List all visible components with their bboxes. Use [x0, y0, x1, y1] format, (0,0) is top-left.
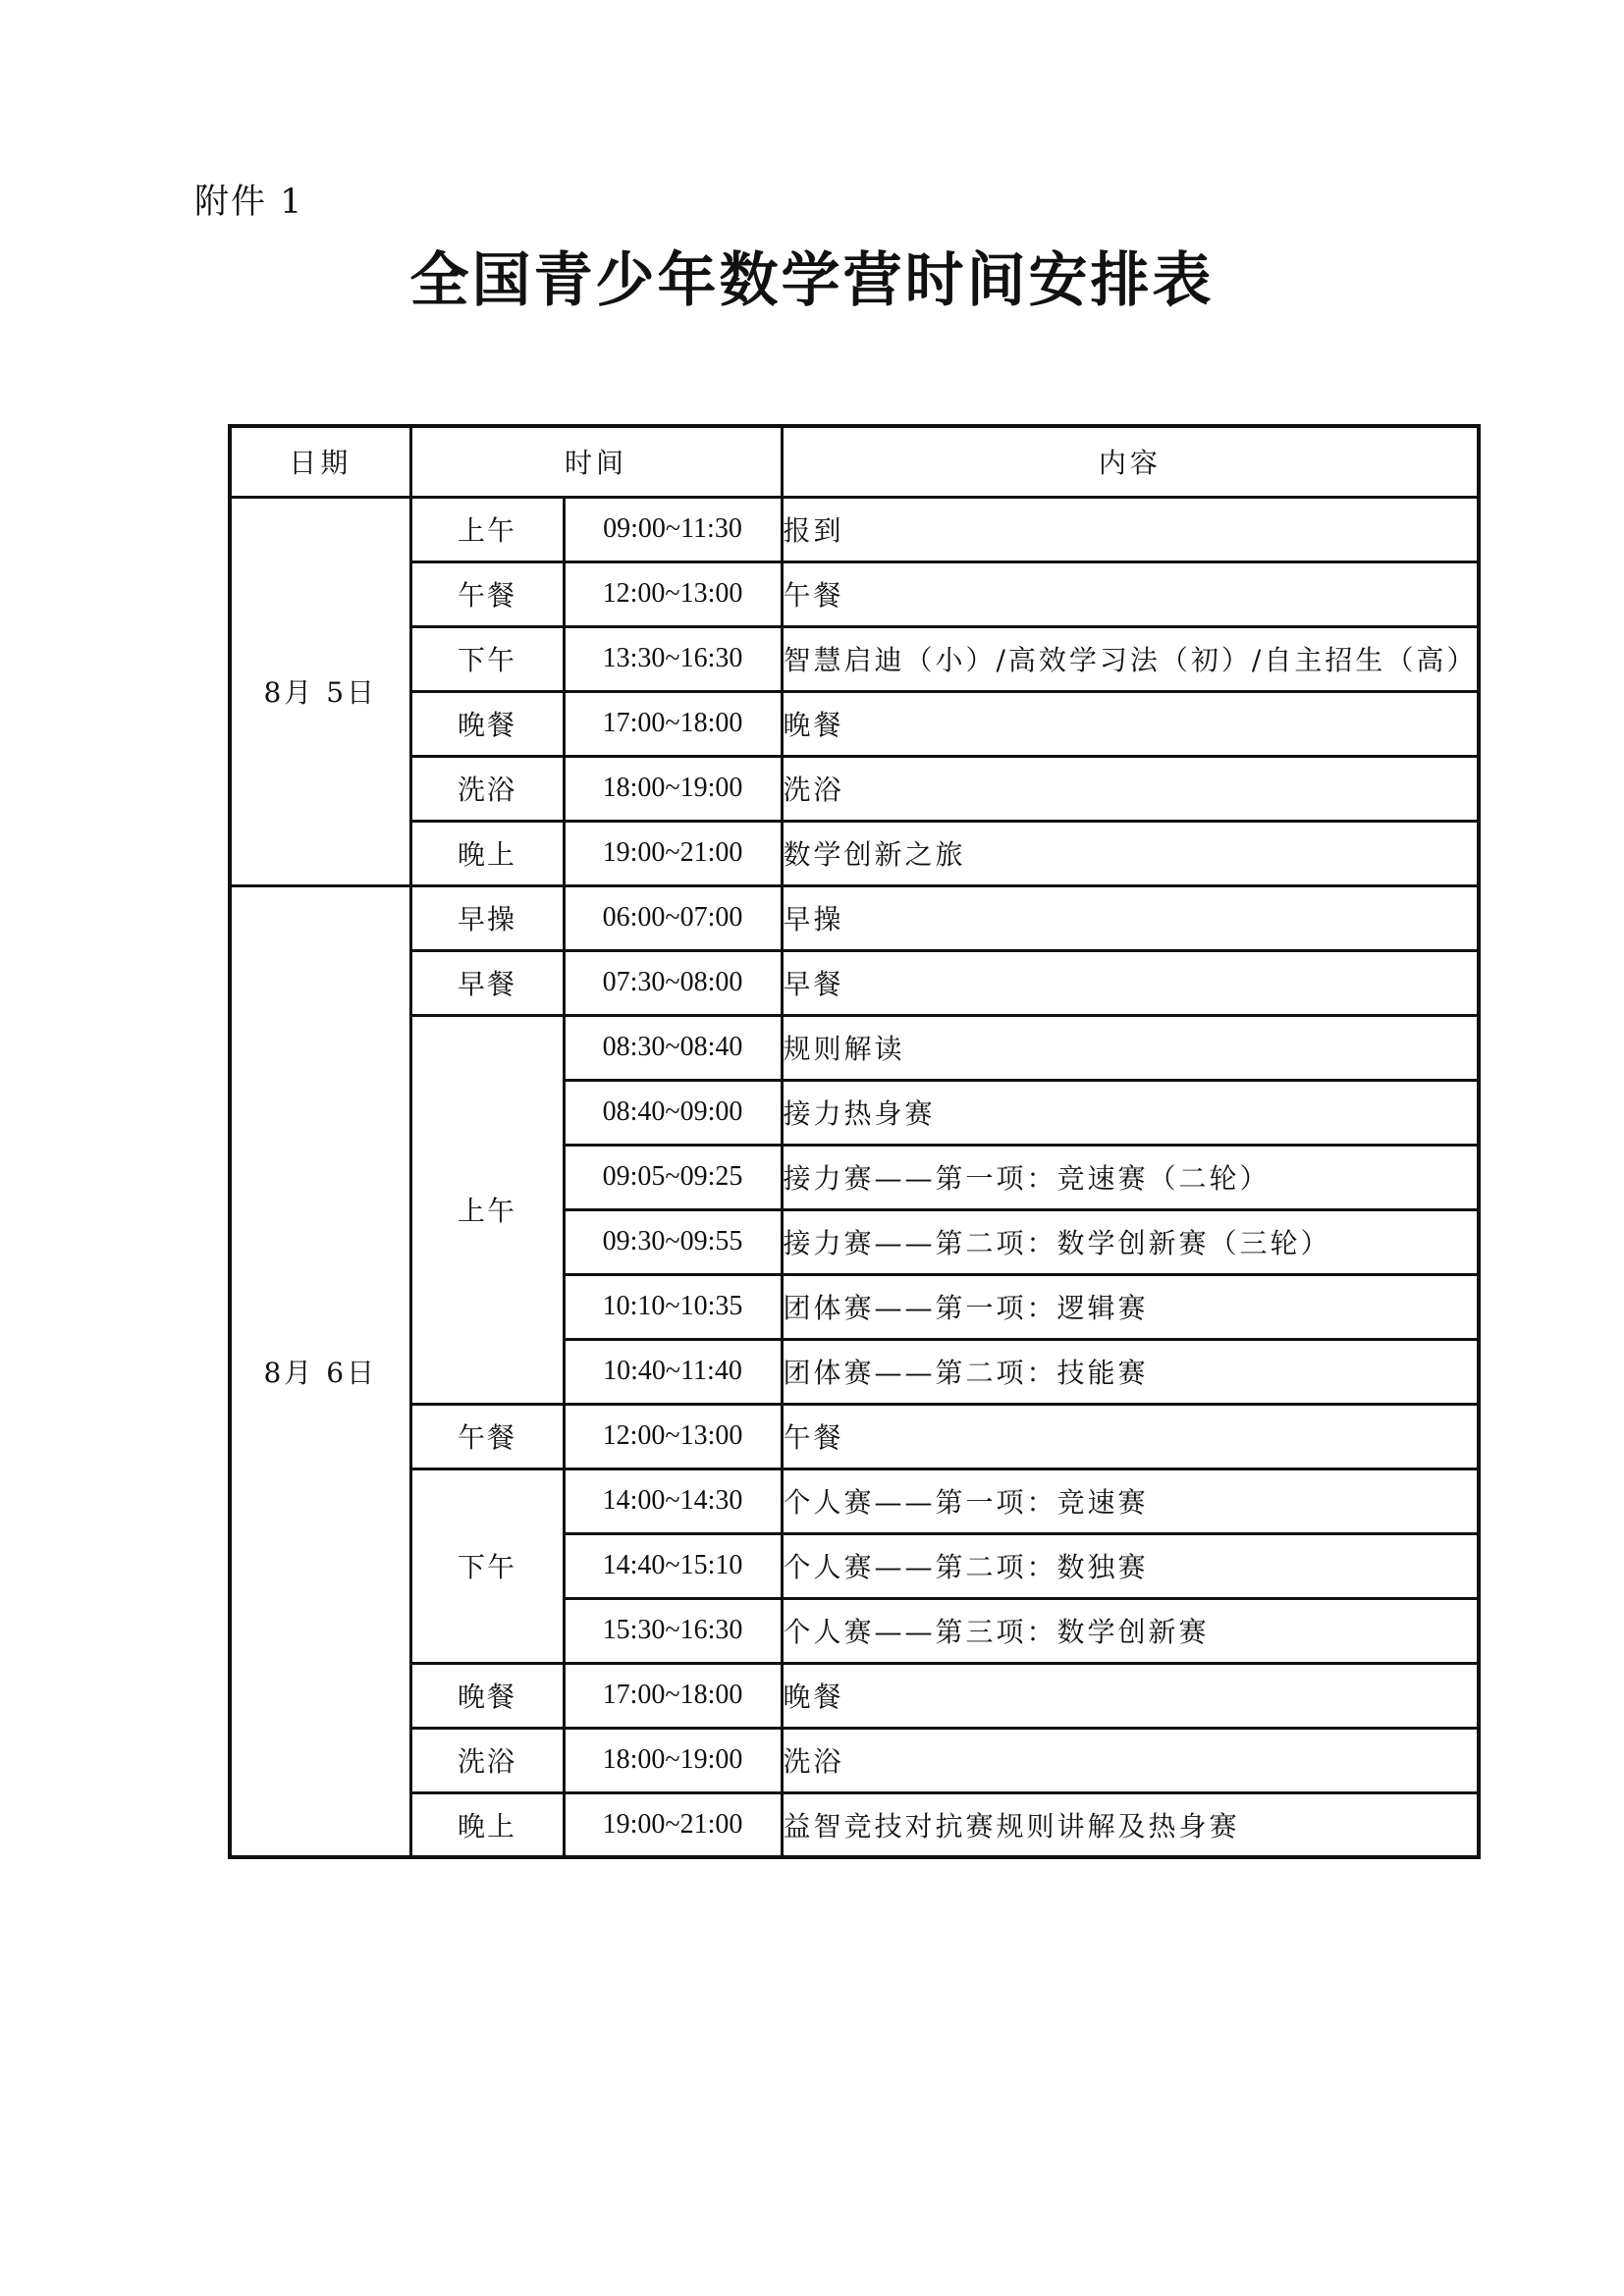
time-cell: 13:30~16:30: [564, 626, 782, 691]
table-row: [230, 821, 1479, 885]
content-cell: 早餐: [782, 950, 1479, 1015]
period-cell: 早操: [410, 885, 564, 950]
time-cell: 19:00~21:00: [564, 821, 782, 885]
table-row: [230, 950, 1479, 1015]
period-cell: 早餐: [410, 950, 564, 1015]
period-cell: 洗浴: [410, 1728, 564, 1792]
time-cell: 17:00~18:00: [564, 691, 782, 756]
time-cell: 08:30~08:40: [564, 1015, 782, 1080]
content-cell: 洗浴: [782, 756, 1479, 821]
time-cell: 15:30~16:30: [564, 1598, 782, 1663]
header-content: 内容: [782, 426, 1479, 497]
time-cell: 19:00~21:00: [564, 1792, 782, 1857]
time-cell: 12:00~13:00: [564, 561, 782, 626]
time-cell: 08:40~09:00: [564, 1080, 782, 1145]
schedule-table: [228, 424, 1481, 1859]
schedule-body: [230, 497, 1479, 1857]
table-row: [230, 1792, 1479, 1857]
content-cell: 午餐: [782, 1404, 1479, 1468]
time-cell: 18:00~19:00: [564, 756, 782, 821]
table-row: [230, 691, 1479, 756]
time-cell: 18:00~19:00: [564, 1728, 782, 1792]
table-row: [230, 1663, 1479, 1728]
table-row: [230, 1015, 1479, 1080]
page-title: 全国青少年数学营时间安排表: [409, 246, 1215, 315]
content-cell: 接力赛——第二项：数学创新赛（三轮）: [782, 1209, 1479, 1274]
content-cell: 接力赛——第一项：竞速赛（二轮）: [782, 1145, 1479, 1209]
time-cell: 10:10~10:35: [564, 1274, 782, 1339]
period-cell: 晚餐: [410, 1663, 564, 1728]
date-cell: 8月 5日: [230, 497, 410, 885]
time-cell: 14:40~15:10: [564, 1533, 782, 1598]
period-cell: 上午: [410, 497, 564, 561]
table-header-row: [230, 426, 1479, 497]
content-cell: 晚餐: [782, 691, 1479, 756]
period-cell: 洗浴: [410, 756, 564, 821]
table-row: [230, 885, 1479, 950]
content-cell: 个人赛——第一项：竞速赛: [782, 1468, 1479, 1533]
header-time: 时间: [410, 426, 782, 497]
table-row: [230, 1728, 1479, 1792]
content-cell: 午餐: [782, 561, 1479, 626]
table-row: [230, 1404, 1479, 1468]
date-cell: 8月 6日: [230, 885, 410, 1857]
time-cell: 12:00~13:00: [564, 1404, 782, 1468]
content-cell: 个人赛——第二项：数独赛: [782, 1533, 1479, 1598]
period-cell: 下午: [410, 1468, 564, 1663]
time-cell: 06:00~07:00: [564, 885, 782, 950]
content-cell: 团体赛——第一项：逻辑赛: [782, 1274, 1479, 1339]
table-row: [230, 626, 1479, 691]
content-cell: 数学创新之旅: [782, 821, 1479, 885]
period-cell: 午餐: [410, 1404, 564, 1468]
content-cell: 晚餐: [782, 1663, 1479, 1728]
time-cell: 09:00~11:30: [564, 497, 782, 561]
header-date: 日期: [230, 426, 410, 497]
table-row: [230, 497, 1479, 561]
content-cell: 个人赛——第三项：数学创新赛: [782, 1598, 1479, 1663]
content-cell: 早操: [782, 885, 1479, 950]
period-cell: 午餐: [410, 561, 564, 626]
period-cell: 上午: [410, 1015, 564, 1404]
content-cell: 接力热身赛: [782, 1080, 1479, 1145]
table-row: [230, 561, 1479, 626]
period-cell: 晚上: [410, 1792, 564, 1857]
content-cell: 团体赛——第二项：技能赛: [782, 1339, 1479, 1404]
period-cell: 下午: [410, 626, 564, 691]
time-cell: 14:00~14:30: [564, 1468, 782, 1533]
time-cell: 07:30~08:00: [564, 950, 782, 1015]
time-cell: 17:00~18:00: [564, 1663, 782, 1728]
period-cell: 晚餐: [410, 691, 564, 756]
content-cell: 规则解读: [782, 1015, 1479, 1080]
content-cell: 智慧启迪（小）/高效学习法（初）/自主招生（高）: [782, 626, 1479, 691]
time-cell: 10:40~11:40: [564, 1339, 782, 1404]
content-cell: 洗浴: [782, 1728, 1479, 1792]
content-cell: 报到: [782, 497, 1479, 561]
time-cell: 09:05~09:25: [564, 1145, 782, 1209]
time-cell: 09:30~09:55: [564, 1209, 782, 1274]
period-cell: 晚上: [410, 821, 564, 885]
table-row: [230, 1468, 1479, 1533]
attachment-label: 附件 1: [194, 183, 304, 222]
table-row: [230, 756, 1479, 821]
content-cell: 益智竞技对抗赛规则讲解及热身赛: [782, 1792, 1479, 1857]
